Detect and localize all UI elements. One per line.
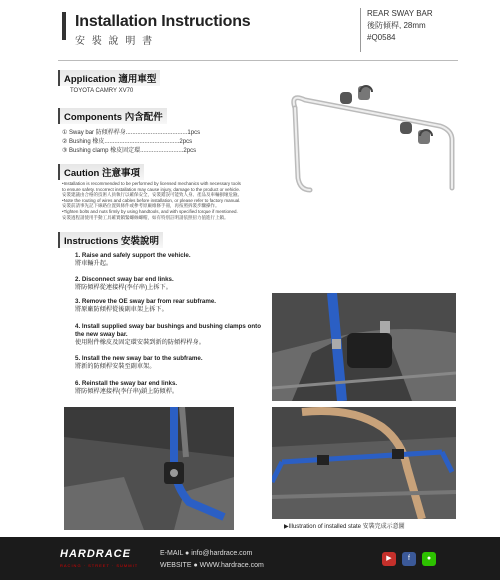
component-item — [62, 145, 196, 154]
step-text: 6. Reinstall the sway bar end links. — [75, 380, 178, 387]
step-text-zh: 將防傾桿從連接桿(李仔串)上拆下。 — [75, 284, 172, 291]
component-label: ② Bushing 橡皮............................................. — [62, 139, 180, 145]
header-accent-bar — [62, 12, 66, 40]
step-text: 3. Remove the OE sway bar from rear subframe. — [75, 298, 216, 305]
step-text: 2. Disconnect sway bar end links. — [75, 276, 174, 283]
caution-line: 安裝前請事先記下線路位置與條件或參考原廠維修手冊，再按照拆裝步驟操作。 — [62, 203, 220, 209]
caution-text — [62, 181, 292, 220]
component-label: ③ Bushing clamp 橡皮固定環.......................... — [62, 148, 184, 154]
caution-line: •Note the routing of wires and cables before installation, or please refer to factory manual. — [62, 197, 241, 203]
installed-state-caption: ▶Illustration of installed state 安裝完成示意圖 — [284, 524, 405, 530]
footer-email[interactable]: E-MAIL ● info@hardrace.com — [160, 550, 253, 557]
photo-end-link — [64, 407, 234, 530]
step-text: 5. Install the new sway bar to the subframe. — [75, 355, 203, 362]
vehicle-name: TOYOTA CAMRY XV70 — [70, 88, 134, 94]
instruction-step — [75, 276, 270, 292]
brand-logo: HARDRACE — [60, 548, 131, 560]
caution-line: •Tighten bolts and nuts firmly by using handtools, and with specified torque if mentioned. — [62, 208, 238, 214]
instruction-step — [75, 380, 270, 396]
sway-bar-illustration — [280, 78, 460, 203]
components-heading: Components 內含配件 — [58, 108, 167, 124]
component-qty: 1pcs — [187, 130, 201, 136]
youtube-icon[interactable]: ▶ — [382, 552, 396, 566]
instructions-heading: Instructions 安裝說明 — [58, 232, 163, 248]
caution-line: to ensure safety. Incorrect installation may cause injury, damage to the product or vehicle. — [62, 186, 241, 192]
component-item — [62, 127, 200, 136]
page-title-zh: 安 裝 說 明 書 — [75, 36, 155, 47]
part-number: #Q0584 — [367, 33, 396, 42]
caution-line: 安裝過程請使用手動工具確實鎖緊螺絲螺帽，如有特別註明請依照扭力值進行上鎖。 — [62, 214, 229, 220]
facebook-icon[interactable]: f — [402, 552, 416, 566]
photo-bushing-closeup — [272, 293, 456, 401]
component-item — [62, 136, 192, 145]
instruction-step — [75, 298, 270, 314]
product-info-box — [360, 8, 465, 52]
application-heading: Application 適用車型 — [58, 70, 160, 86]
product-name-zh: 後防傾桿, 28mm — [367, 21, 426, 30]
step-text-zh: 將車輛升起。 — [75, 260, 113, 267]
instruction-step — [75, 355, 270, 371]
product-name: REAR SWAY BAR — [367, 9, 433, 18]
component-qty: 2pcs — [183, 148, 197, 154]
page-title: Installation Instructions — [75, 13, 251, 30]
component-label: ① Sway bar 防傾桿桿身..................................... — [62, 130, 188, 136]
step-text-zh: 將新的防傾桿安裝至副車架。 — [75, 363, 156, 370]
caution-heading: Caution 注意事項 — [58, 164, 144, 180]
step-text: 4. Install supplied sway bar bushings and bushing clamps onto the new sway bar. — [75, 323, 261, 338]
component-qty: 2pcs — [179, 139, 193, 145]
caution-line: •Installation is recommended to be performed by licensed mechanics with necessary tools — [62, 181, 241, 186]
step-text: 1. Raise and safely support the vehicle. — [75, 252, 191, 259]
step-text-zh: 將原廠防傾桿從後副車架上拆下。 — [75, 306, 168, 313]
instruction-step — [75, 252, 270, 268]
brand-tagline: RACING · STREET · SUMMIT — [60, 563, 139, 568]
photo-installed-state — [272, 407, 456, 519]
step-text-zh: 將防傾桿連接桿(李仔串)鎖上防傾桿。 — [75, 388, 179, 395]
header-divider — [58, 60, 458, 61]
wechat-icon[interactable]: ● — [422, 552, 436, 566]
step-text-zh: 使用附件橡皮及固定環安裝到新的防傾桿桿身。 — [75, 339, 205, 346]
caution-line: 安裝建議由合格的技術人員執行以確保安全，安裝錯誤可能致人身、產品及車輛損壞危險。 — [62, 192, 242, 198]
footer-website[interactable]: WEBSITE ● WWW.hardrace.com — [160, 562, 264, 569]
instruction-step — [75, 323, 270, 347]
